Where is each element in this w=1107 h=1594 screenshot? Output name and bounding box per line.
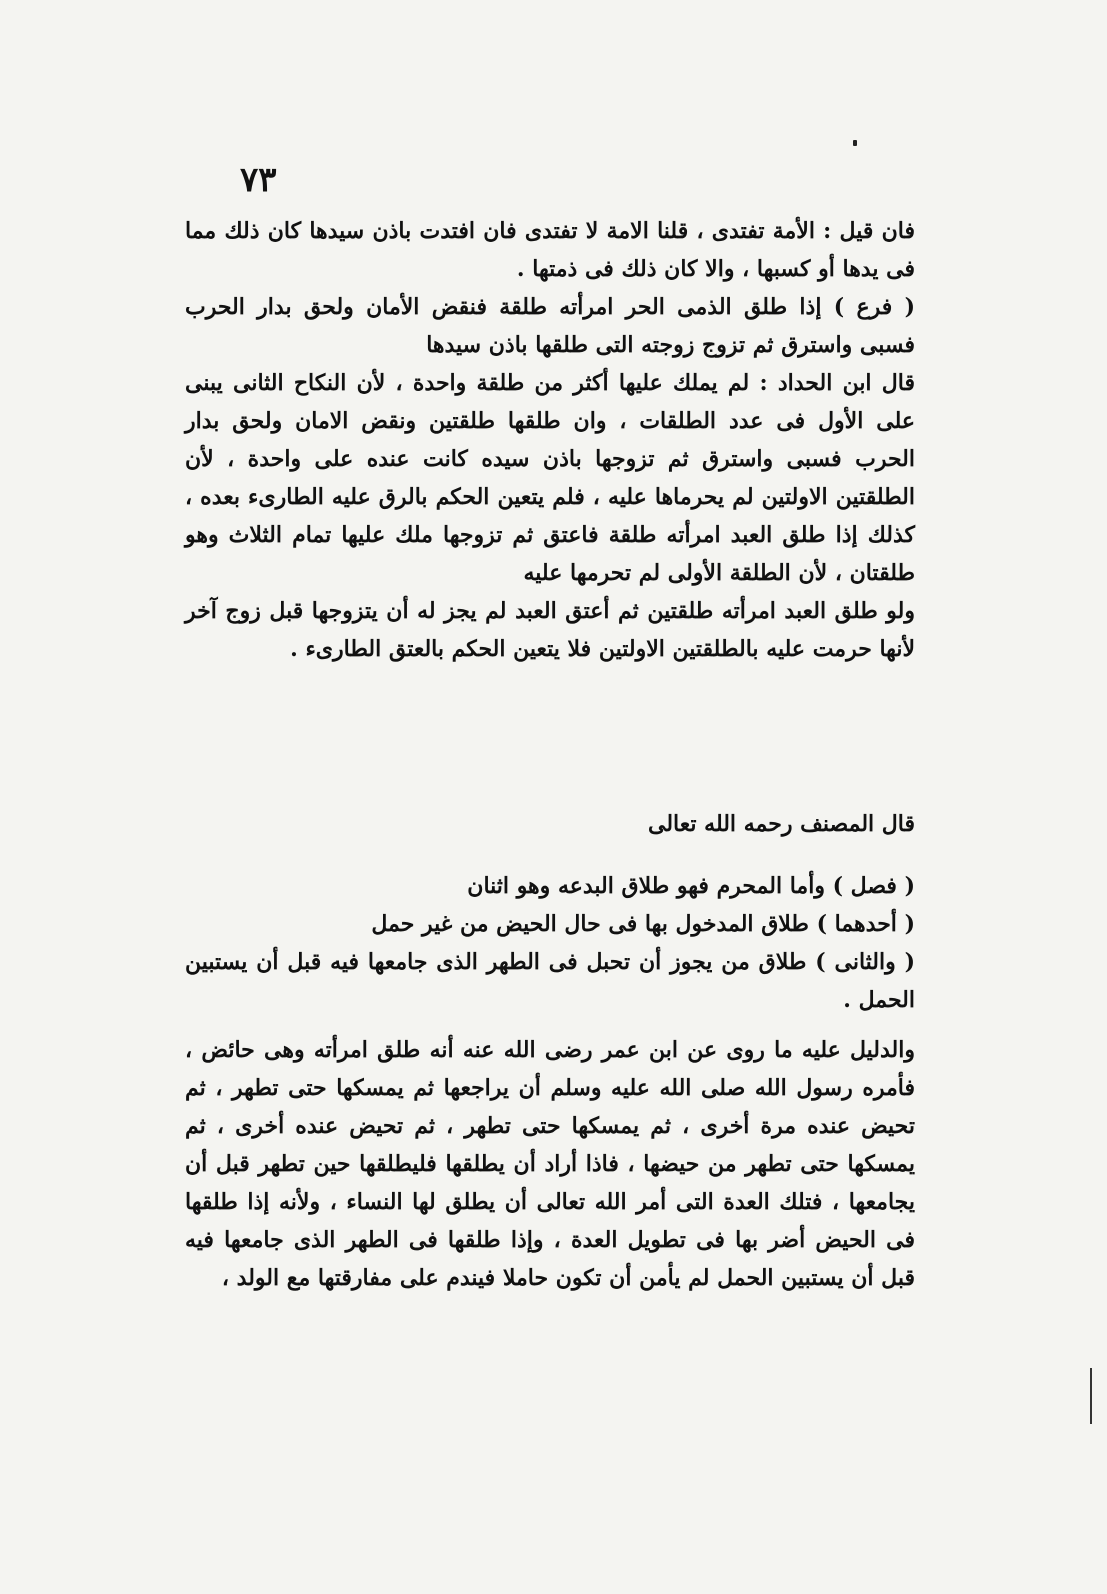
paragraph: ( فرع ) إذا طلق الذمى الحر امرأته طلقة فنقض الأمان ولحق بدار الحرب فسبى واسترق ثم تزوج زوجته التى طلقها باذن سيدها bbox=[185, 294, 915, 358]
paragraph: والدليل عليه ما روى عن ابن عمر رضى الله عنه أنه طلق امرأته وهى حائض ، فأمره رسول الله صلى الله عليه وسلم أن يراجعها ثم يمسكها حتى تطهر ، ثم تحيض عنده مرة أخرى ، ثم يمسكها حتى تطهر ، ثم تحيض عنده أخرى ، ثم يمسكها حتى تطهر من حيضها ، فاذا أراد أن يطلقها فليطلقها حين تطهر قبل أن يجامعها ، فتلك العدة التى أمر الله تعالى أن يطلق لها النساء ، ولأنه إذا طلقها فى الحيض أضر بها فى تطويل العدة ، وإذا طلقها فى الطهر الذى جامعها فيه قبل أن يستبين الحمل لم يأمن أن تكون حاملا فيندم على مفارقتها مع الولد ، bbox=[185, 1037, 916, 1291]
paragraph: ولو طلق العبد امرأته طلقتين ثم أعتق العبد لم يجز له أن يتزوجها قبل زوج آخر لأنها حرمت عليه بالطلقتين الاولتين فلا يتعين الحكم بالعتق الطارىء . bbox=[185, 598, 915, 662]
paragraph: ( والثانى ) طلاق من يجوز أن تحبل فى الطهر الذى جامعها فيه قبل أن يستبين الحمل . bbox=[185, 949, 915, 1013]
scan-edge-mark bbox=[1090, 1368, 1092, 1424]
spacer bbox=[185, 1019, 915, 1031]
page-number: ٧٣ bbox=[240, 160, 277, 200]
section-heading: قال المصنف رحمه الله تعالى bbox=[648, 811, 915, 837]
upper-text-block bbox=[185, 212, 915, 668]
paragraph: ( أحدهما ) طلاق المدخول بها فى حال الحيض من غير حمل bbox=[371, 911, 915, 937]
lower-text-block bbox=[185, 805, 915, 1297]
paragraph: ( فصل ) وأما المحرم فهو طلاق البدعه وهو اثنان bbox=[467, 873, 915, 899]
ink-dot bbox=[853, 140, 857, 146]
paragraph: قال ابن الحداد : لم يملك عليها أكثر من طلقة واحدة ، لأن النكاح الثانى يبنى على الأول فى عدد الطلقات ، وان طلقها طلقتين ونقض الامان ولحق بدار الحرب فسبى واسترق ثم تزوجها باذن سيده كانت عنده على واحدة ، لأن الطلقتين الاولتين لم يحرماها عليه ، فلم يتعين الحكم بالرق عليه الطارىء بعده ، كذلك إذا طلق العبد امرأته طلقة فاعتق ثم تزوجها ملك عليها تمام الثلاث وهو طلقتان ، لأن الطلقة الأولى لم تحرمها عليه bbox=[185, 370, 915, 586]
paragraph: فان قيل : الأمة تفتدى ، قلنا الامة لا تفتدى فان افتدت باذن سيدها كان ذلك مما فى يدها أو كسبها ، والا كان ذلك فى ذمتها . bbox=[185, 218, 915, 282]
